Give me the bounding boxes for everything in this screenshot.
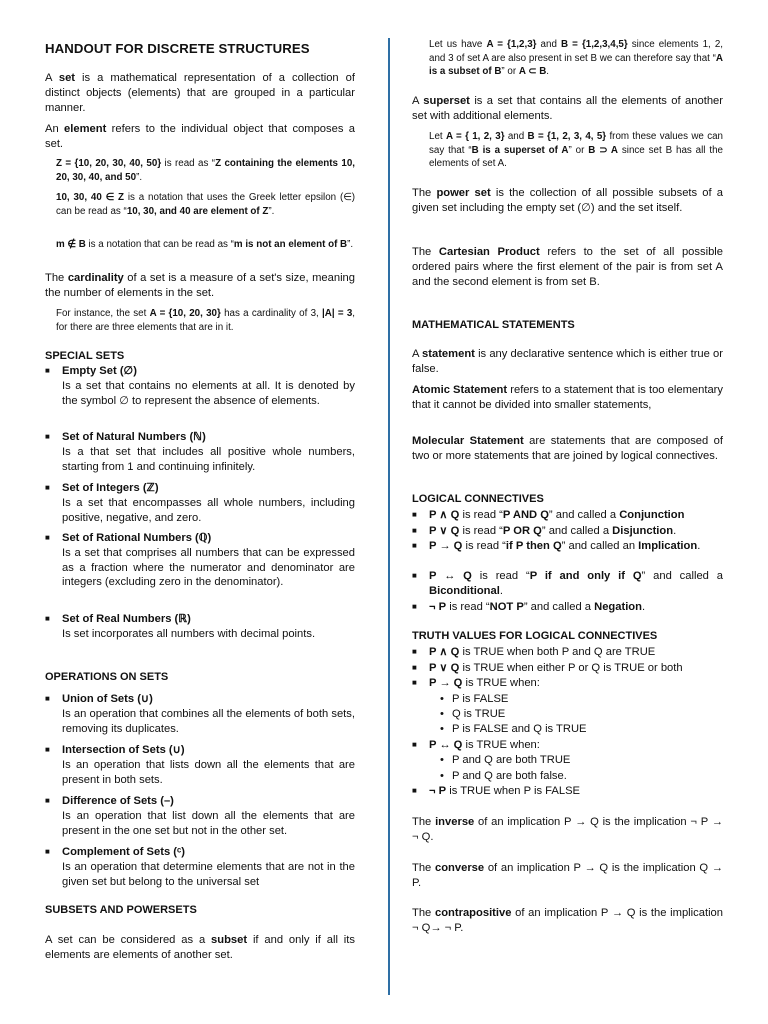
bullet-icon: ■	[412, 678, 417, 687]
list-item-union: ■ Union of Sets (∪) Is an operation that combines all the elements of both sets, removing its duplicates.	[45, 693, 355, 735]
bullet-icon: ■	[45, 432, 50, 441]
bullet-icon: ■	[45, 366, 50, 375]
dot-icon: •	[440, 708, 444, 720]
list-item-integers: ■ Set of Integers (ℤ) Is a set that encompasses all whole numbers, including positive, negative, and zero.	[45, 482, 355, 524]
bullet-icon: ■	[412, 526, 417, 535]
connective-disjunction: ■ P ∨ Q is read “P OR Q” and called a Disjunction.	[412, 525, 677, 537]
dot-icon: •	[440, 754, 444, 766]
set-definition: A set is a mathematical representation of a collection of distinct objects (elements) that are grouped in a particular manner.	[45, 72, 355, 114]
special-sets-heading: SPECIAL SETS	[45, 350, 125, 362]
bullet-icon: ■	[45, 796, 50, 805]
statement-definition: A statement is any declarative sentence which is either true or false.	[412, 348, 724, 375]
truth-values-heading: TRUTH VALUES FOR LOGICAL CONNECTIVES	[412, 630, 658, 642]
column-divider	[388, 38, 390, 995]
set-example-z: Z = {10, 20, 30, 40, 50} is read as “Z containing the elements 10, 20, 30, 40, and 50”.	[56, 158, 355, 183]
connective-implication: ■ P → Q is read “if P then Q” and called an Implication.	[412, 540, 701, 552]
logical-connectives-heading: LOGICAL CONNECTIVES	[412, 493, 544, 505]
inverse-definition: The inverse of an implication P → Q is the implication ¬ P → ¬ Q.	[412, 816, 723, 843]
truth-biconditional-case: • P and Q are both false.	[440, 770, 567, 782]
bullet-icon: ■	[412, 602, 417, 611]
bullet-icon: ■	[45, 745, 50, 754]
element-definition: An element refers to the individual object that composes a set.	[45, 123, 356, 150]
superset-example: Let A = { 1, 2, 3} and B = {1, 2, 3, 4, 5} from these values we can say that “B is a superset of A” or B ⊃ A since set B has all the elements of set A.	[429, 131, 724, 169]
dot-icon: •	[440, 770, 444, 782]
page-title: HANDOUT FOR DISCRETE STRUCTURES	[45, 41, 310, 56]
bullet-icon: ■	[412, 510, 417, 519]
bullet-icon: ■	[45, 847, 50, 856]
bullet-icon: ■	[45, 483, 50, 492]
truth-biconditional-case: • P and Q are both TRUE	[440, 754, 571, 766]
element-notation-example: 10, 30, 40 ∈ Z is a notation that uses the Greek letter epsilon (∈) can be read as “10, 30, and 40 are element of Z”.	[56, 192, 355, 217]
bullet-icon: ■	[412, 786, 417, 795]
bullet-icon: ■	[45, 533, 50, 542]
converse-definition: The converse of an implication P → Q is the implication Q → P.	[412, 862, 723, 889]
truth-negation: ■ ¬ P is TRUE when P is FALSE	[412, 785, 580, 797]
cardinality-example: For instance, the set A = {10, 20, 30} has a cardinality of 3, |A| = 3, for there are three elements that are in it.	[56, 308, 355, 333]
bullet-icon: ■	[45, 614, 50, 623]
power-set-definition: The power set is the collection of all possible subsets of a given set including the empty set (∅) and the set itself.	[412, 187, 723, 214]
bullet-icon: ■	[45, 694, 50, 703]
bullet-icon: ■	[412, 663, 417, 672]
list-item-real-numbers: ■ Set of Real Numbers (ℝ) Is set incorporates all numbers with decimal points.	[45, 613, 316, 640]
truth-disjunction: ■ P ∨ Q is TRUE when either P or Q is TRUE or both	[412, 662, 683, 674]
operations-heading: OPERATIONS ON SETS	[45, 671, 169, 683]
bullet-icon: ■	[412, 740, 417, 749]
bullet-icon: ■	[412, 541, 417, 550]
contrapositive-definition: The contrapositive of an implication P → Q is the implication ¬ Q→ ¬ P.	[412, 907, 723, 934]
molecular-statement-definition: Molecular Statement are statements that are composed of two or more statements that are joined by logical connectives.	[412, 435, 723, 462]
subset-example: Let us have A = {1,2,3} and B = {1,2,3,4,5} since elements 1, 2, and 3 of set A are also present in set B we can therefore say that “A is a subset of B” or A ⊂ B.	[429, 39, 723, 77]
connective-biconditional: ■ P ↔ Q is read “P if and only if Q” and called a Biconditional.	[412, 570, 723, 597]
list-item-empty-set: ■ Empty Set (∅) Is a set that contains no elements at all. It is denoted by the symbol ∅ to represent the absence of elements.	[45, 365, 355, 407]
list-item-difference: ■ Difference of Sets (–) Is an operation that list down all the elements that are present in the one set but not in the other set.	[45, 795, 355, 837]
list-item-rational-numbers: ■ Set of Rational Numbers (ℚ) Is a set that comprises all numbers that can be expressed as a fraction where the numerator and denominator are integers (excluding zero in the denominator).	[45, 532, 355, 589]
connective-negation: ■ ¬ P is read “NOT P” and called a Negation.	[412, 601, 646, 613]
bullet-icon: ■	[412, 571, 417, 580]
list-item-intersection: ■ Intersection of Sets (∪) Is an operation that lists down all the elements that are present in both sets.	[45, 744, 355, 786]
truth-implication-case: • P is FALSE	[440, 693, 509, 705]
superset-definition: A superset is a set that contains all the elements of another set with additional elements.	[412, 95, 723, 122]
math-statements-heading: MATHEMATICAL STATEMENTS	[412, 319, 575, 331]
truth-biconditional: ■ P ↔ Q is TRUE when:	[412, 739, 540, 751]
truth-implication-case: • Q is TRUE	[440, 708, 506, 720]
truth-implication-case: • P is FALSE and Q is TRUE	[440, 723, 587, 735]
dot-icon: •	[440, 723, 444, 735]
not-element-example: m ∉ B is a notation that can be read as “m is not an element of B”.	[56, 239, 354, 250]
cardinality-definition: The cardinality of a set is a measure of a set's size, meaning the number of elements in the set.	[45, 272, 355, 299]
bullet-icon: ■	[412, 647, 417, 656]
truth-implication: ■ P → Q is TRUE when:	[412, 677, 540, 689]
cartesian-product-definition: The Cartesian Product refers to the set of all possible ordered pairs where the first element of the pair is from set A and the second element is from set B.	[412, 246, 723, 288]
list-item-complement: ■ Complement of Sets (ᶜ) Is an operation that determine elements that are not in the given set but belong to the universal set	[45, 846, 355, 888]
list-item-natural-numbers: ■ Set of Natural Numbers (ℕ) Is a that set that includes all positive whole numbers, starting from 1 and continuing infinitely.	[45, 431, 355, 473]
subset-definition: A set can be considered as a subset if and only if all its elements are elements of another set.	[45, 934, 355, 961]
atomic-statement-definition: Atomic Statement refers to a statement that is too elementary that it cannot be divided into smaller statements,	[412, 384, 723, 411]
dot-icon: •	[440, 693, 444, 705]
subsets-heading: SUBSETS AND POWERSETS	[45, 904, 197, 916]
connective-conjunction: ■ P ∧ Q is read “P AND Q” and called a Conjunction	[412, 509, 685, 521]
truth-conjunction: ■ P ∧ Q is TRUE when both P and Q are TRUE	[412, 646, 656, 658]
